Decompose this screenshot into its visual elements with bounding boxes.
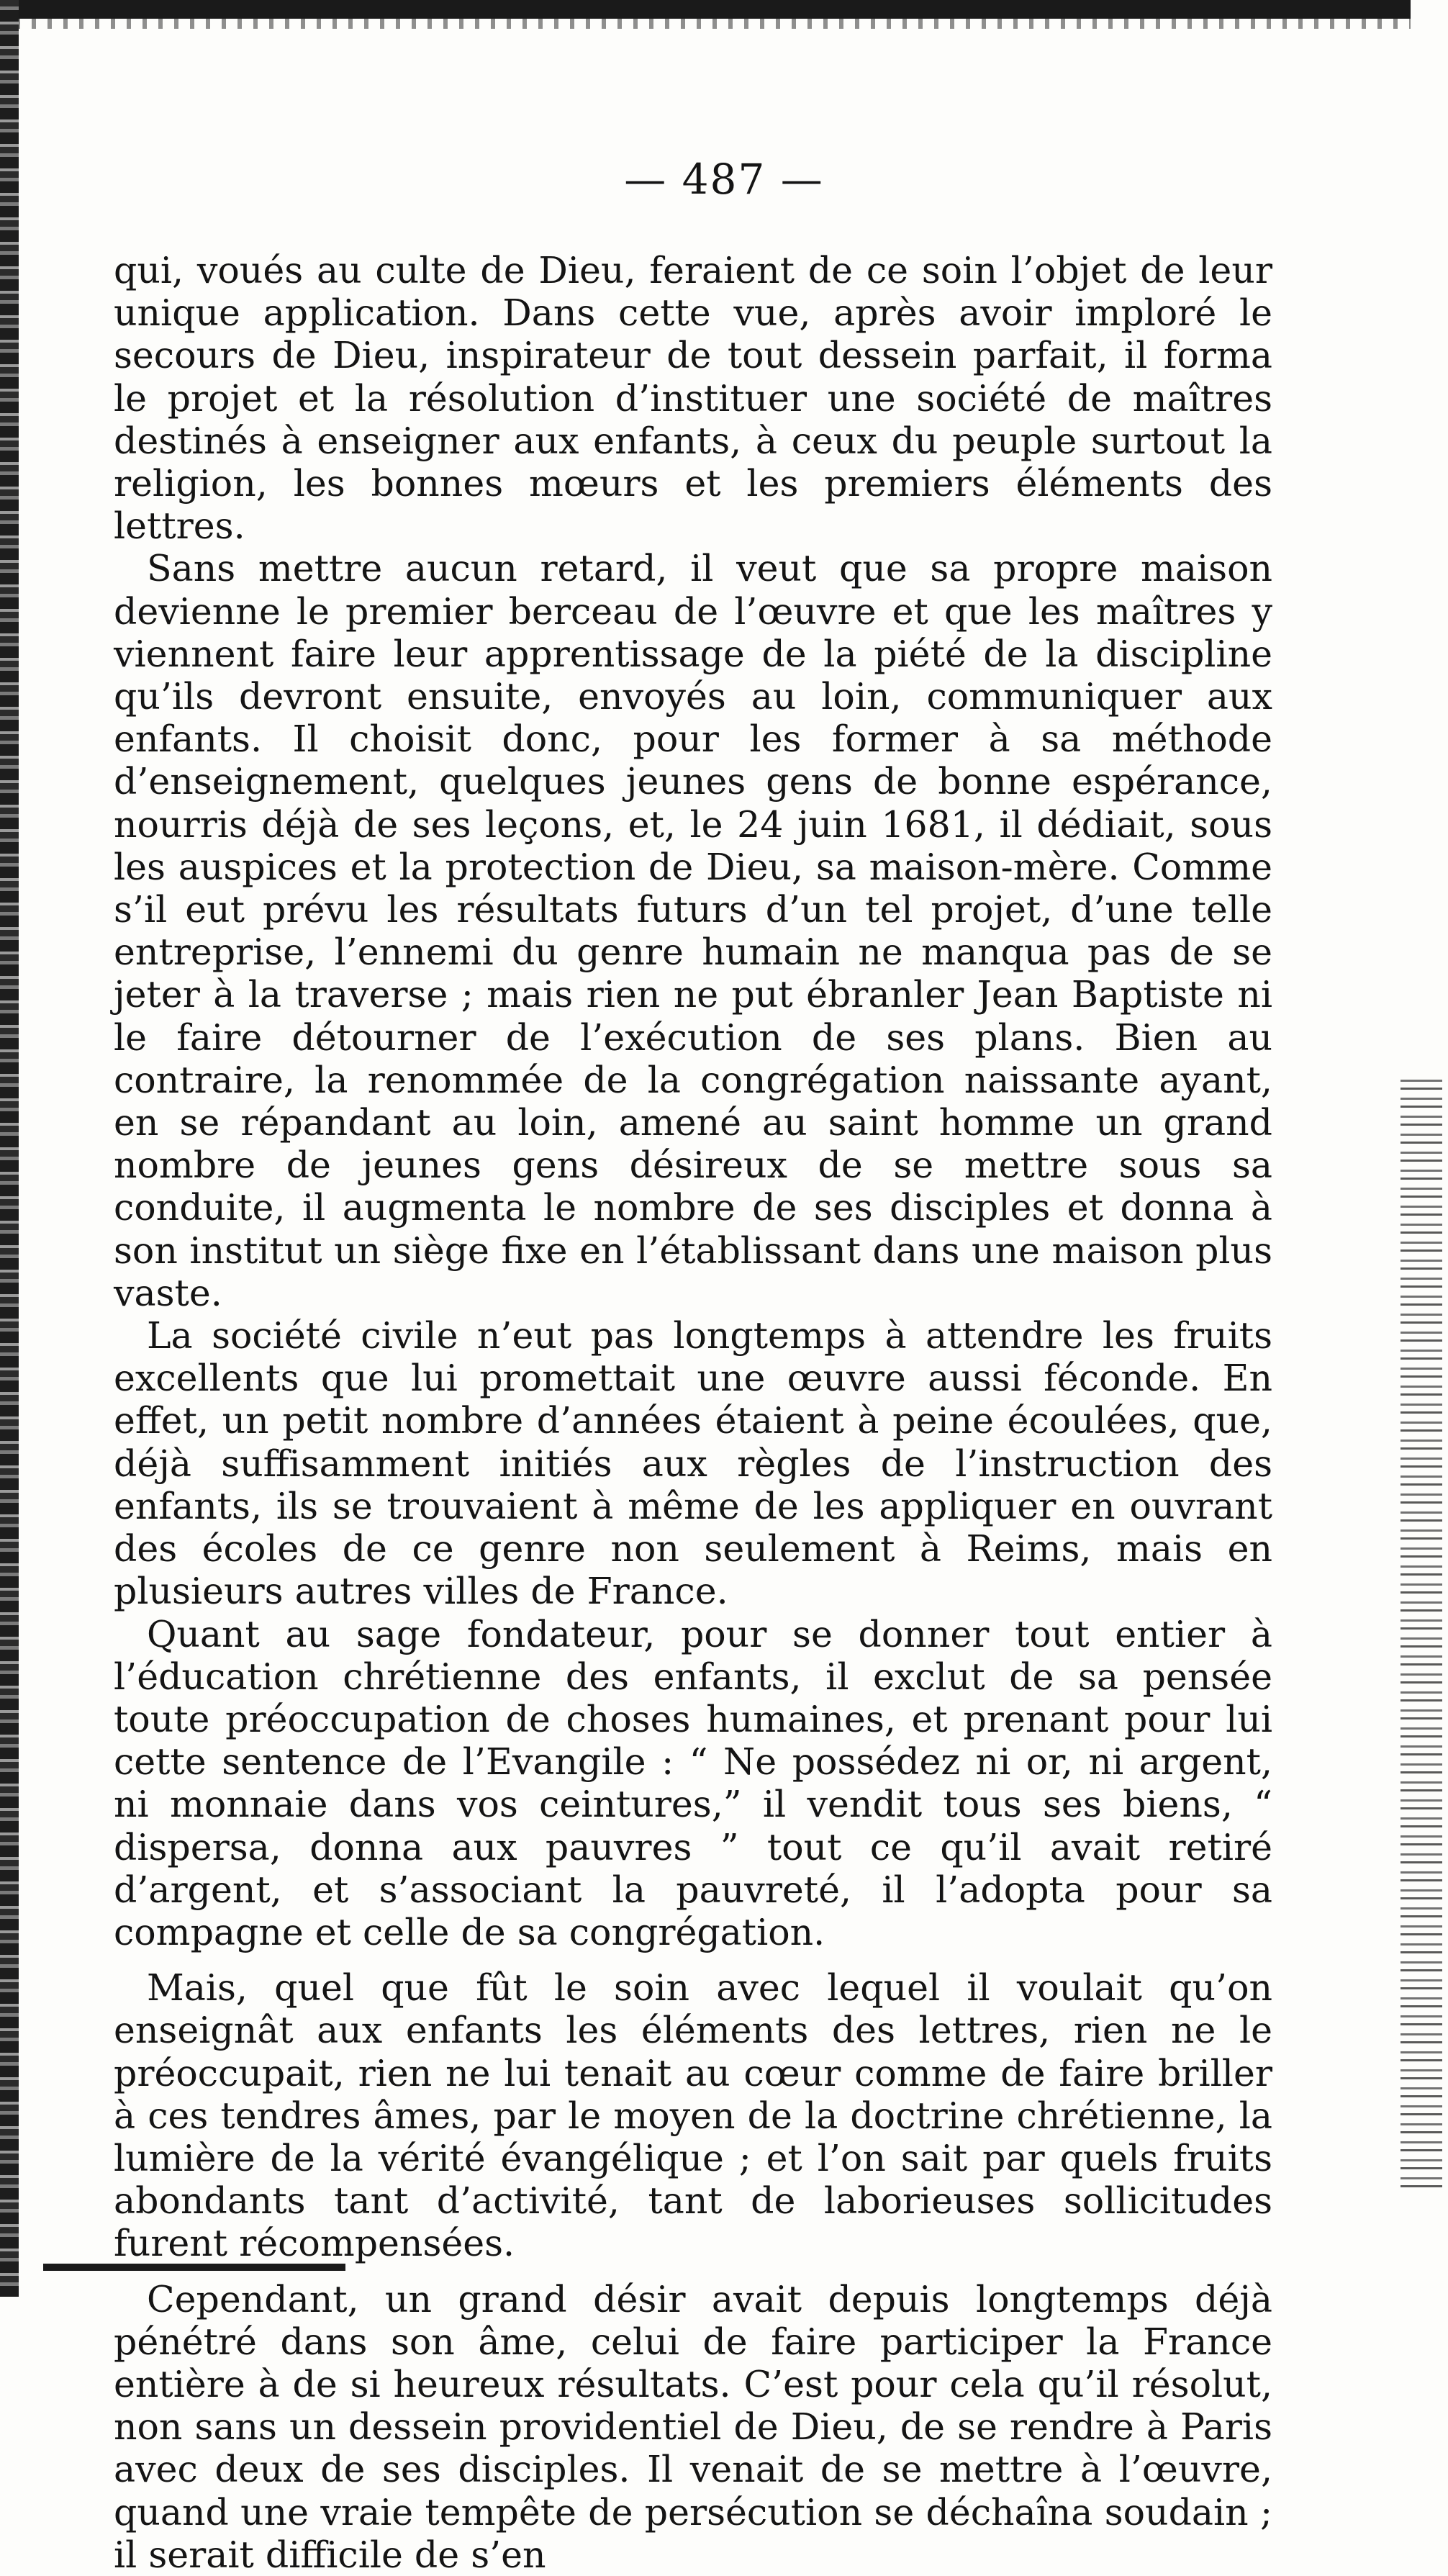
scan-border-right [1401,1080,1442,2195]
paragraph: Mais, quel que fût le soin avec lequel il voulait qu’on enseignât aux enfants les éléments des lettres, rien ne le préoccupait, rien ne lui tenait au cœur comme de faire briller à ces tendres âmes, par le moyen de la doctrine chrétienne, la lumière de la vérité évangélique ; et l’on sait par quels fruits abondants tant d’activité, tant de laborieuses sollicitudes furent récompensées. [114,1966,1272,2265]
scan-border-left [0,0,19,2297]
scan-border-top [0,0,1411,40]
paragraph: Sans mettre aucun retard, il veut que sa propre maison devienne le premier berceau de l’œuvre et que les maîtres y viennent faire leur apprentissage de la piété de la discipline qu’ils devront ensuite, envoyés au loin, communiquer aux enfants. Il choisit donc, pour les former à sa méthode d’enseignement, quelques jeunes gens de bonne espérance, nourris déjà de ses leçons, et, le 24 juin 1681, il dédiait, sous les auspices et la protection de Dieu, sa maison-mère. Comme s’il eut prévu les résultats futurs d’un tel projet, d’une telle entreprise, l’ennemi du genre humain ne manqua pas de se jeter à la traverse ; mais rien ne put ébranler Jean Baptiste ni le faire détourner de l’exécution de ses plans. Bien au contraire, la renommée de la congrégation naissante ayant, en se répandant au loin, amené au saint homme un grand nombre de jeunes gens désireux de se mettre sous sa conduite, il augmenta le nombre de ses disciples et donna à son institut un siège fixe en l’établissant dans une maison plus vaste. [114,547,1272,1314]
paragraph: Quant au sage fondateur, pour se donner tout entier à l’éducation chrétienne des enfants, il exclut de sa pensée toute préoccupation de choses humaines, et prenant pour lui cette sentence de l’Evangile : “ Ne possédez ni or, ni argent, ni monnaie dans vos ceintures,” il vendit tous ses biens, “ dispersa, donna aux pauvres ” tout ce qu’il avait retiré d’argent, et s’associant la pauvreté, il l’adopta pour sa compagne et celle de sa congrégation. [114,1612,1272,1953]
body-text [114,249,1272,2576]
paragraph: Cependant, un grand désir avait depuis longtemps déjà pénétré dans son âme, celui de faire participer la France entière à de si heureux résultats. C’est pour cela qu’il résolut, non sans un dessein providentiel de Dieu, de se rendre à Paris avec deux de ses disciples. Il venait de se mettre à l’œuvre, quand une vraie tempête de persécution se déchaîna soudain ; il serait difficile de s’en [114,2277,1272,2576]
paragraph: qui, voués au culte de Dieu, feraient de ce soin l’objet de leur unique application. Dans cette vue, après avoir imploré le secours de Dieu, inspirateur de tout dessein parfait, il forma le projet et la résolution d’instituer une société de maîtres destinés à enseigner aux enfants, à ceux du peuple surtout la religion, les bonnes mœurs et les premiers éléments des lettres. [114,249,1272,548]
paragraph: La société civile n’eut pas longtemps à attendre les fruits excellents que lui promettait une œuvre aussi féconde. En effet, un petit nombre d’années étaient à peine écoulées, que, déjà suffisamment initiés aux règles de l’instruction des enfants, ils se trouvaient à même de les appliquer en ouvrant des écoles de ce genre non seulement à Reims, mais en plusieurs autres villes de France. [114,1314,1272,1613]
page-number: — 487 — [624,155,824,204]
